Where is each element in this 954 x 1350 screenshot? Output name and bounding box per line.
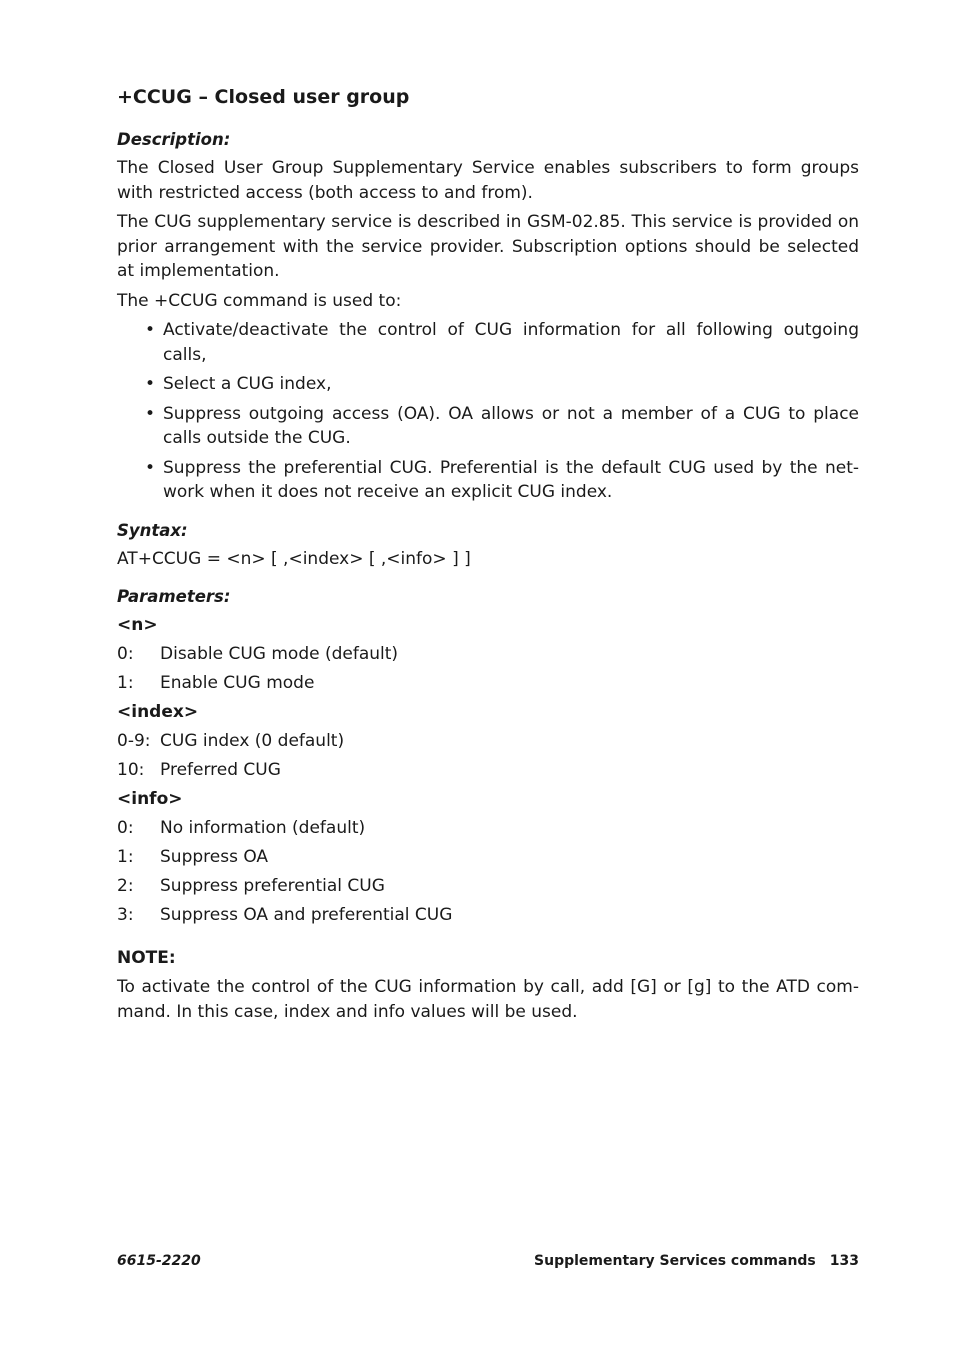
description-paragraph: The Closed User Group Supplementary Service enables subscribers to form groups with restricted access (both access to and from). xyxy=(117,158,859,203)
list-item: • Suppress outgoing access (OA). OA allows or not a member of a CUG to place calls outside the CUG. xyxy=(145,403,859,448)
param-value-row: 0: Disable CUG mode (default) xyxy=(117,644,399,664)
bullet-icon: • xyxy=(145,457,156,478)
syntax-command: AT+CCUG = <n> [ ,<index> [ ,<info> ] ] xyxy=(117,548,471,569)
param-info-name: <info> xyxy=(117,789,183,809)
syntax-heading: Syntax: xyxy=(117,520,188,540)
page-content xyxy=(117,84,859,1029)
section-name: Supplementary Services commands xyxy=(534,1253,816,1269)
description-paragraph: The CUG supplementary service is described in GSM-02.85. This service is provided on prior arrangement with the service provider. Subscription options should be selected at implementation. xyxy=(117,212,859,281)
list-item: • Activate/deactivate the control of CUG information for all following outgoing calls, xyxy=(145,320,859,365)
note-text: To activate the control of the CUG information by call, add [G] or [g] to the ATD com-mand. In this case, index and info values will be used. xyxy=(117,977,859,1022)
param-value-row: 0: No information (default) xyxy=(117,818,366,838)
page-title: +CCUG – Closed user group xyxy=(117,86,410,108)
doc-number: 6615-2220 xyxy=(117,1253,201,1269)
bullet-icon: • xyxy=(145,320,156,340)
parameters-heading: Parameters: xyxy=(117,587,231,606)
param-value-row: 1: Suppress OA xyxy=(117,847,269,867)
param-value-row: 10: Preferred CUG xyxy=(117,760,281,780)
list-item: • Select a CUG index, xyxy=(145,372,859,397)
list-item: • Suppress the preferential CUG. Preferential is the default CUG used by the net-work when it does not receive an explicit CUG index. xyxy=(145,457,859,502)
param-value-row: 1: Enable CUG mode xyxy=(117,673,315,693)
description-heading: Description: xyxy=(117,130,231,149)
usage-list xyxy=(117,318,859,505)
param-value-row: 2: Suppress preferential CUG xyxy=(117,876,385,896)
param-value-row: 0-9: CUG index (0 default) xyxy=(117,731,345,751)
param-n-name: <n> xyxy=(117,615,158,635)
param-index-name: <index> xyxy=(117,702,199,722)
page-number: 133 xyxy=(829,1253,859,1269)
footer-right xyxy=(534,1251,859,1271)
bullet-icon: • xyxy=(145,403,156,424)
note-heading: NOTE: xyxy=(117,948,176,968)
param-value-row: 3: Suppress OA and preferential CUG xyxy=(117,905,453,925)
bullet-icon: • xyxy=(145,374,156,394)
description-paragraph: The +CCUG command is used to: xyxy=(117,290,402,311)
